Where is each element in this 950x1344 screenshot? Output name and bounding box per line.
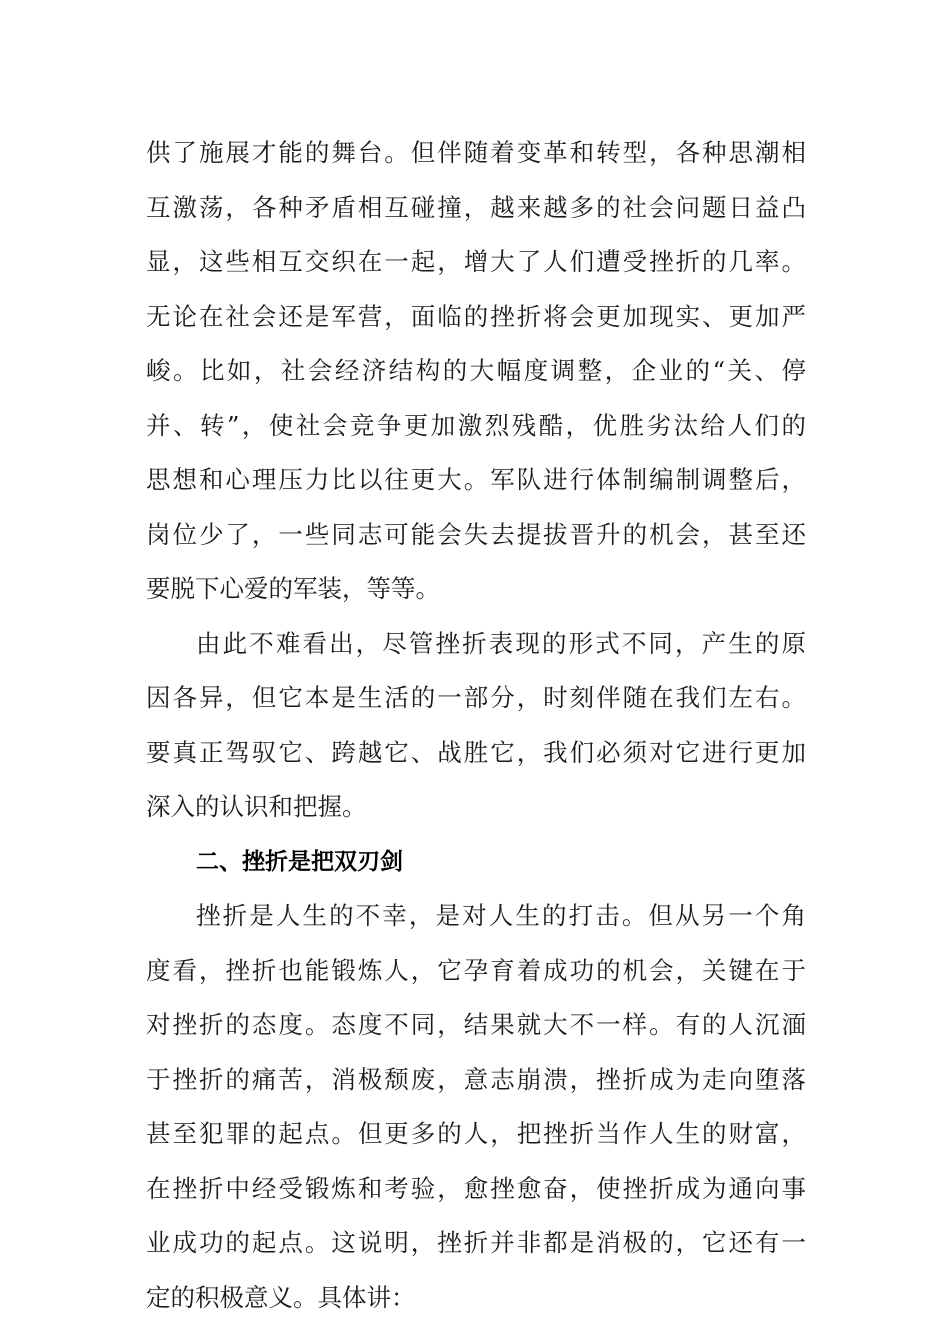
text-line: 并、转”，使社会竞争更加激烈残酷，优胜劣汰给人们的 [146, 410, 806, 440]
text-line: 挫折是人生的不幸，是对人生的打击。但从另一个角 [196, 901, 806, 930]
text-line: 度看，挫折也能锻炼人，它孕育着成功的机会，关键在于 [146, 955, 806, 985]
text-line: 峻。比如，社会经济结构的大幅度调整，企业的“关、停 [146, 356, 806, 385]
text-line: 甚至犯罪的起点。但更多的人，把挫折当作人生的财富， [146, 1119, 806, 1148]
text-line: 对挫折的态度。态度不同，结果就大不一样。有的人沉湎 [146, 1010, 806, 1039]
text-line: 于挫折的痛苦，消极颓废，意志崩溃，挫折成为走向堕落 [146, 1064, 806, 1094]
text-line: 供了施展才能的舞台。但伴随着变革和转型，各种思潮相 [146, 138, 806, 167]
paragraph-1 [146, 126, 806, 617]
text-line: 深入的认识和把握。 [146, 792, 367, 821]
text-line: 要脱下心爱的军装，等等。 [146, 574, 440, 603]
section-heading: 二、挫折是把双刃剑 [196, 848, 403, 875]
text-line: 无论在社会还是军营，面临的挫折将会更加现实、更加严 [146, 301, 806, 331]
text-line: 在挫折中经受锻炼和考验，愈挫愈奋，使挫折成为通向事 [146, 1173, 806, 1203]
text-line: 业成功的起点。这说明，挫折并非都是消极的，它还有一 [146, 1228, 806, 1257]
paragraph-3 [146, 889, 806, 1325]
text-line: 思想和心理压力比以往更大。军队进行体制编制调整后， [146, 465, 806, 494]
text-line: 由此不难看出，尽管挫折表现的形式不同，产生的原 [196, 628, 806, 658]
text-line: 要真正驾驭它、跨越它、战胜它，我们必须对它进行更加 [146, 737, 806, 767]
text-line: 互激荡，各种矛盾相互碰撞，越来越多的社会问题日益凸 [146, 192, 806, 222]
text-line: 岗位少了，一些同志可能会失去提拔晋升的机会，甚至还 [146, 519, 806, 549]
text-line: 因各异，但它本是生活的一部分，时刻伴随在我们左右。 [146, 683, 806, 712]
paragraph-2 [146, 617, 806, 835]
text-line: 显，这些相互交织在一起，增大了人们遭受挫折的几率。 [146, 247, 806, 276]
document-body [146, 126, 806, 1325]
text-line: 定的积极意义。具体讲： [146, 1282, 416, 1312]
